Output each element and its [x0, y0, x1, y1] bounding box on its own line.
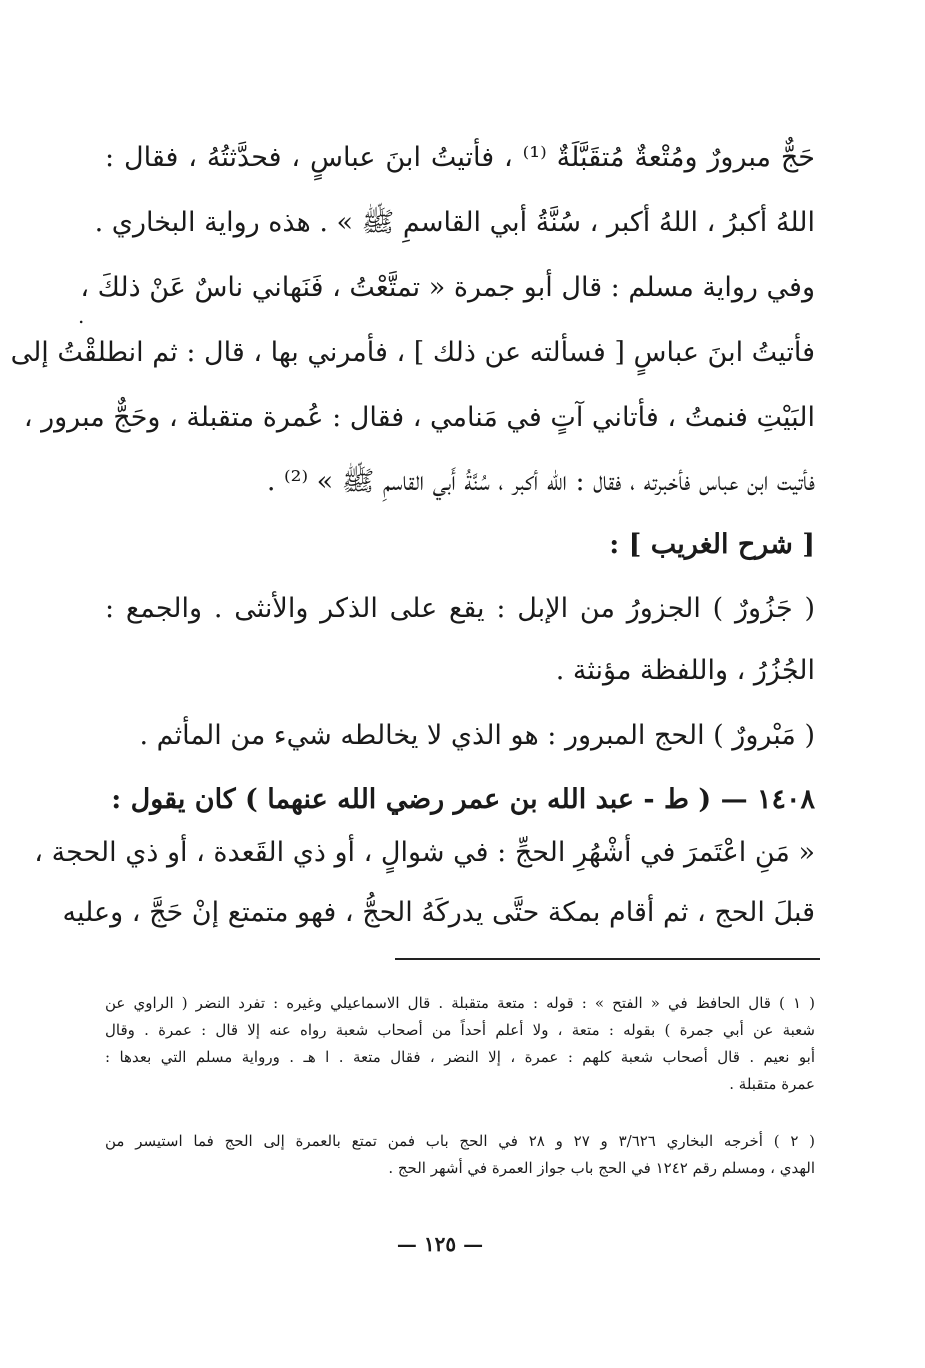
gharib-line-1: ( جَزُورٌ ) الجزورُ من الإبل : يقع على الذكر والأنثى . والجمع : [105, 593, 815, 624]
body-line-4: فأتيتُ ابنَ عباسٍ [ فسألته عن ذلك ] ، فأمرني بها ، قال : ثم انطلقْتُ إلى [10, 337, 815, 368]
hadith-line-2: « مَنِ اعْتَمرَ في أشْهُرِ الحجِّ : في شوالٍ ، أو ذي القَعدة ، أو ذي الحجة ، [34, 837, 815, 868]
page-number: — ١٢٥ — [396, 1232, 484, 1256]
footnote-2-line-2: الهدي ، ومسلم رقم ١٢٤٢ في الحج باب جواز العمرة في أشهر الحج . [388, 1159, 815, 1177]
footnote-separator [395, 958, 820, 960]
footnote-1-line-1: ( ١ ) قال الحافظ في « الفتح » : قوله : متعة متقبلة . قال الاسماعيلي وغيره : تفرد النضر ( الراوي عن [105, 994, 815, 1012]
footnote-1-line-4: عمرة متقبلة . [729, 1075, 815, 1093]
footnote-1-line-3: أبو نعيم . قال أصحاب شعبة كلهم : عمرة ، إلا النضر ، فقال متعة . ا هـ . ورواية مسلم التي بعدها : [105, 1048, 815, 1066]
footnote-2-line-1: ( ٢ ) أخرجه البخاري ٣/٦٢٦ و ٢٧ و ٢٨ في الحج باب فمن تمتع بالعمرة إلى الحج فما استيسر من [105, 1132, 816, 1150]
body-line-6: فأتيت ابن عباس فأخبرته ، فقال : الله أكبر ، سُنَّةُ أَبي القاسمِ ﷺ » ⁽²⁾ . [266, 466, 815, 497]
body-line-2: اللهُ أكبرُ ، اللهُ أكبر ، سُنَّةُ أبي القاسمِ ﷺ » . هذه رواية البخاري . [94, 207, 815, 238]
margin-dot: . [78, 304, 85, 328]
body-line-5: البَيْتِ فنمتُ ، فأتاني آتٍ في مَنامي ، فقال : عُمرة متقبلة ، وحَجٌّ مبرور ، [23, 402, 815, 433]
gharib-line-2: الجُزُرُ ، واللفظة مؤنثة . [555, 655, 815, 686]
body-line-1: حَجٌّ مبرورٌ ومُتْعةٌ مُتقَبَّلَةٌ ⁽¹⁾ ، فأتيتُ ابنَ عباسٍ ، فحدَّثتُهُ ، فقال : [105, 142, 815, 173]
footnote-1-line-2: شعبة عن أبي جمرة ) بقوله : متعة ، ولا أعلم أحداً من أصحاب شعبة رواه عنه إلا قال : عمرة . وقال [105, 1021, 815, 1039]
hadith-line-3: قبلَ الحج ، ثم أقام بمكة حتَّى يدركَهُ الحجُّ ، فهو متمتع إنْ حَجَّ ، وعليه [62, 897, 815, 928]
gharib-heading: [ شرح الغريب ] : [609, 529, 815, 560]
hadith-heading-line: ١٤٠٨ — ( ط - عبد الله بن عمر رضي الله عنهما ) كان يقول : [111, 784, 815, 815]
gharib-line-3: ( مَبْرورٌ ) الحج المبرور : هو الذي لا يخالطه شيء من المأثم . [139, 720, 815, 751]
body-line-3: وفي رواية مسلم : قال أبو جمرة « تمتَّعْتُ ، فَنَهاني ناسٌ عَنْ ذلكَ ، [80, 272, 815, 303]
